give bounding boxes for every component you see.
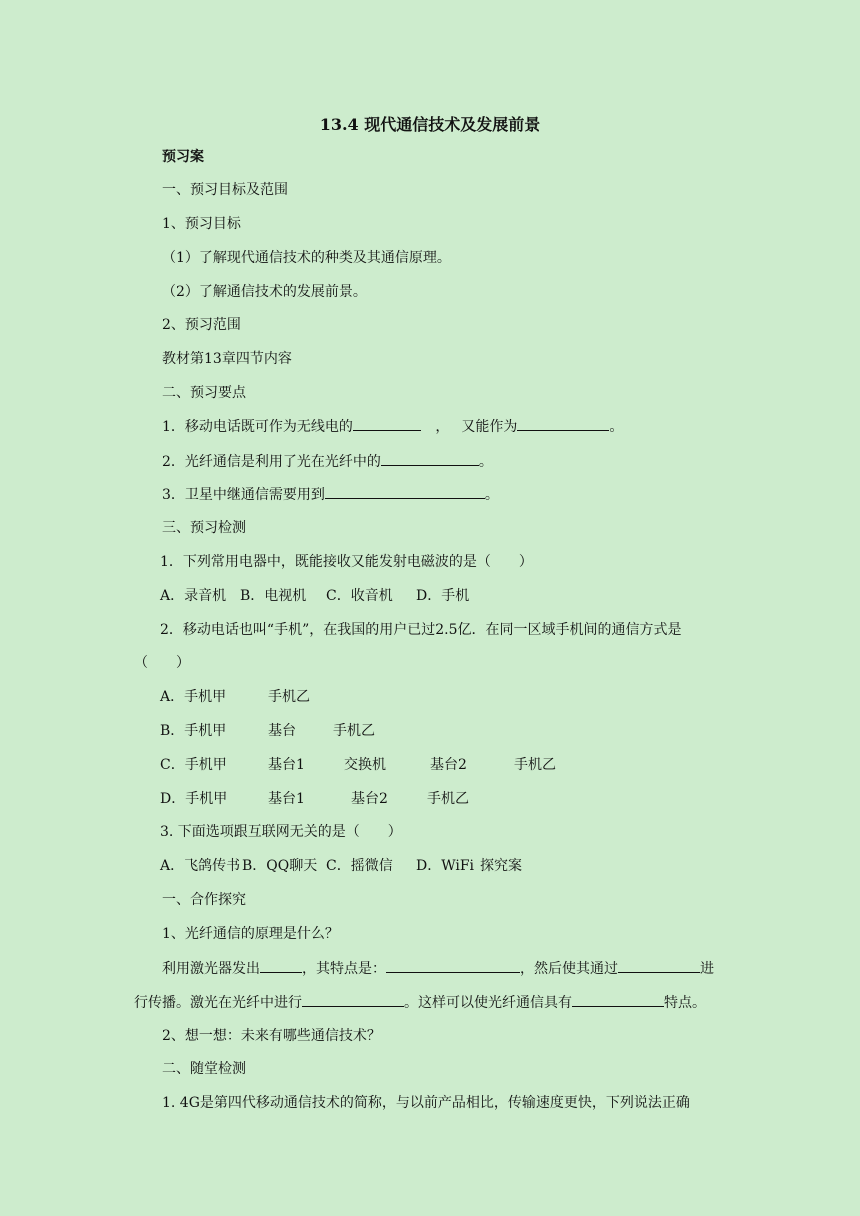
preview-case-heading: 预习案 <box>162 149 204 165</box>
inquiry-fill-text: 。这样可以使光纤通信具有 <box>404 995 572 1011</box>
fill-blank[interactable] <box>325 484 485 499</box>
test-question-2-option-d[interactable] <box>160 789 469 809</box>
inquiry-question-2: 2、想一想：未来有哪些通信技术？ <box>162 1028 381 1044</box>
fill-blank[interactable] <box>517 416 609 431</box>
in-class-test-heading: 二、随堂检测 <box>162 1061 246 1077</box>
option-c[interactable]: C．收音机 <box>326 588 393 604</box>
option-d-part: 手机乙 <box>427 791 469 807</box>
test-question-2-option-a[interactable] <box>160 687 310 707</box>
option-a[interactable]: A．飞鸽传书 <box>160 858 241 874</box>
goal-item-2: （2）了解通信技术的发展前景。 <box>162 284 367 300</box>
option-d-part: D．手机甲 <box>160 791 228 807</box>
option-b-part: 手机乙 <box>333 723 375 739</box>
in-class-question-1: 1. 4G是第四代移动通信技术的简称，与以前产品相比，传输速度更快，下列说法正确 <box>162 1095 690 1111</box>
option-b[interactable]: B．QQ聊天 <box>242 858 318 874</box>
option-a[interactable]: A．录音机 <box>160 588 227 604</box>
test-question-3-options <box>160 856 522 876</box>
key-point-1-comma: ， <box>435 419 450 435</box>
key-point-2-end: 。 <box>478 454 493 470</box>
test-question-2-option-c[interactable] <box>160 755 556 775</box>
option-a-part: A．手机甲 <box>160 689 227 705</box>
inquiry-fill-text: 利用激光器发出 <box>162 961 260 977</box>
option-b-part: B．手机甲 <box>160 723 227 739</box>
fill-blank[interactable] <box>381 451 479 466</box>
option-c-part: 手机乙 <box>514 757 556 773</box>
option-c-part: 基台1 <box>268 757 305 773</box>
inquiry-fill-line-1 <box>162 958 714 979</box>
section-heading-1: 一、预习目标及范围 <box>162 182 288 198</box>
subheading-preview-scope: 2、预习范围 <box>162 317 241 333</box>
option-d[interactable]: D．手机 <box>416 588 470 604</box>
option-c-part: C．手机甲 <box>160 757 227 773</box>
option-c-part: 交换机 <box>344 757 386 773</box>
option-d-part: 基台2 <box>351 791 388 807</box>
option-a-part: 手机乙 <box>268 689 310 705</box>
inquiry-fill-line-2 <box>134 992 706 1013</box>
key-point-3 <box>162 484 499 505</box>
section-heading-2: 二、预习要点 <box>162 385 246 401</box>
test-question-1-options <box>160 586 469 606</box>
key-point-1-end: 。 <box>609 419 624 435</box>
inquiry-fill-text: 特点。 <box>664 995 706 1011</box>
option-b[interactable]: B．电视机 <box>240 588 307 604</box>
scope-text: 教材第13章四节内容 <box>162 351 292 367</box>
test-question-3: 3. 下面选项跟互联网无关的是（ ） <box>160 824 402 840</box>
test-question-2-paren: （ ） <box>134 655 190 671</box>
subheading-preview-goals: 1、预习目标 <box>162 216 241 232</box>
key-point-3-end: 。 <box>484 487 499 503</box>
key-point-1-text-a: 1．移动电话既可作为无线电的 <box>162 419 353 435</box>
key-point-1 <box>162 416 623 437</box>
inquiry-question-1: 1、光纤通信的原理是什么？ <box>162 926 339 942</box>
key-point-2-text: 2．光纤通信是利用了光在光纤中的 <box>162 454 381 470</box>
fill-blank[interactable] <box>572 992 664 1007</box>
page-title: 13.4 现代通信技术及发展前景 <box>319 115 541 134</box>
fill-blank[interactable] <box>618 958 700 973</box>
inquiry-section-1: 一、合作探究 <box>162 892 246 908</box>
test-question-2: 2．移动电话也叫“手机”，在我国的用户已过2.5亿．在同一区域手机间的通信方式是 <box>160 622 682 638</box>
option-b-part: 基台 <box>268 723 296 739</box>
inquiry-fill-text: 行传播。激光在光纤中进行 <box>134 995 302 1011</box>
fill-blank[interactable] <box>353 416 421 431</box>
option-c[interactable]: C．摇微信 <box>326 858 393 874</box>
key-point-1-text-c: 又能作为 <box>461 419 518 435</box>
inquiry-case-heading: 探究案 <box>480 858 523 874</box>
test-question-1: 1．下列常用电器中，既能接收又能发射电磁波的是（ ） <box>160 554 533 570</box>
goal-item-1: （1）了解现代通信技术的种类及其通信原理。 <box>162 250 451 266</box>
option-d-part: 基台1 <box>268 791 305 807</box>
option-c-part: 基台2 <box>430 757 467 773</box>
inquiry-fill-text: ，然后使其通过 <box>520 961 618 977</box>
key-point-3-text: 3．卫星中继通信需要用到 <box>162 487 325 503</box>
key-point-2 <box>162 451 493 472</box>
fill-blank[interactable] <box>386 958 520 973</box>
inquiry-fill-text: ，其特点是： <box>302 961 386 977</box>
test-question-2-option-b[interactable] <box>160 721 375 741</box>
inquiry-fill-text: 进 <box>700 961 714 977</box>
fill-blank[interactable] <box>260 958 302 973</box>
fill-blank[interactable] <box>302 992 404 1007</box>
section-heading-3: 三、预习检测 <box>162 520 246 536</box>
option-d[interactable]: D．WiFi <box>416 858 475 874</box>
